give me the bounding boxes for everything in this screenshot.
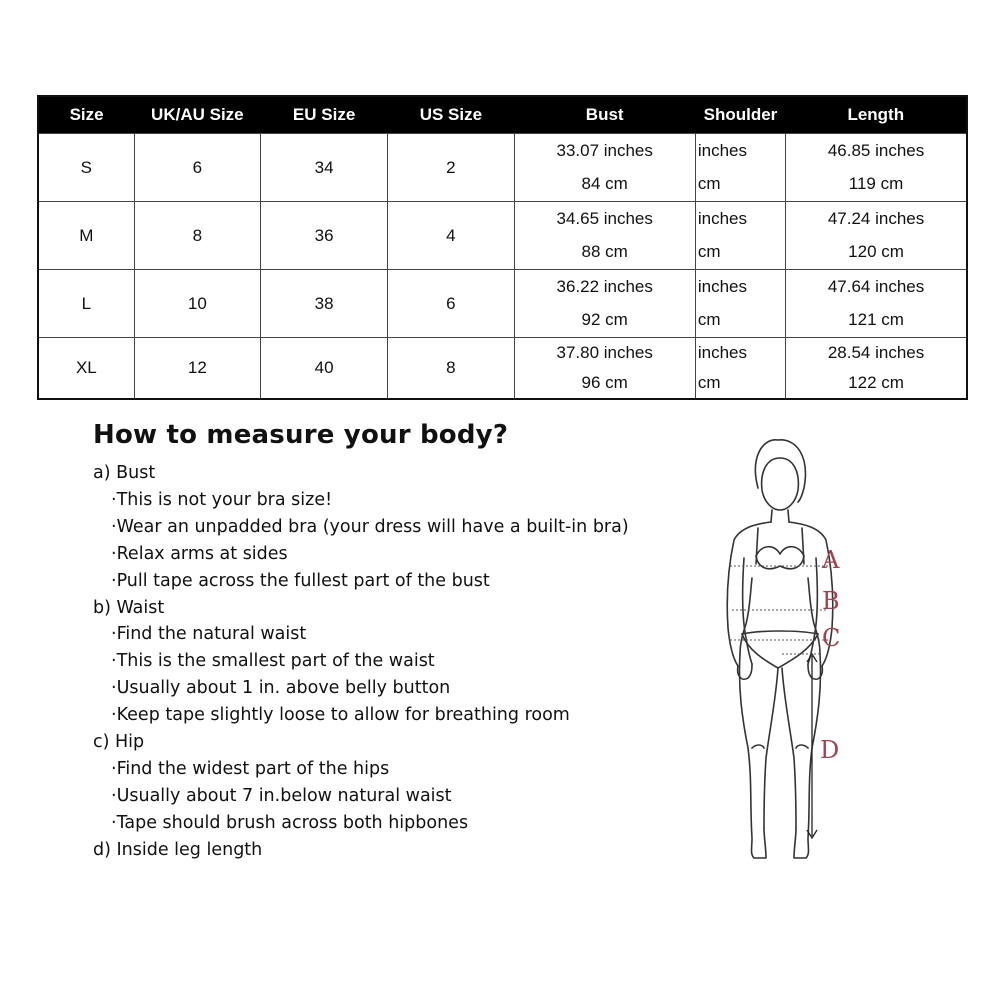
bust-inches: 36.22 inches [556,276,653,296]
cell-shoulder [695,134,785,202]
cell-length [786,202,967,270]
cell-uk: 12 [134,338,260,400]
list-item: ·Tape should brush across both hipbones [111,812,469,833]
cell-eu: 40 [260,338,387,400]
list-item: ·Usually about 1 in. above belly button [111,678,451,699]
shoulder-cm: cm [697,373,721,392]
table-row [38,134,967,202]
cell-us: 4 [388,202,514,270]
cell-size: L [38,270,134,338]
shoulder-cm: cm [697,310,721,330]
header-shoulder: Shoulder [695,96,785,134]
cell-length [786,134,967,202]
cell-bust [514,270,695,338]
cell-uk: 10 [134,270,260,338]
bust-cm: 84 cm [581,174,628,194]
section-label-bust: a) Bust [93,463,156,483]
shoulder-inches: inches [697,208,748,228]
bust-cm: 88 cm [581,242,628,262]
cell-size: XL [38,338,134,400]
shoulder-inches: inches [697,343,748,362]
table-header-row [38,96,967,134]
length-inches: 47.24 inches [827,208,925,228]
list-item: ·Keep tape slightly loose to allow for breathing room [111,705,570,726]
cell-shoulder [695,202,785,270]
cell-us: 6 [388,270,514,338]
bust-inches: 34.65 inches [556,208,653,228]
list-item: ·Find the natural waist [111,624,307,645]
cell-size: S [38,134,134,202]
cell-uk: 8 [134,202,260,270]
table-row [38,338,967,400]
shoulder-inches: inches [697,140,748,160]
length-cm: 121 cm [848,310,904,330]
cell-uk: 6 [134,134,260,202]
table-row [38,202,967,270]
cell-us: 8 [388,338,514,400]
shoulder-inches: inches [697,276,748,296]
size-chart-table [37,95,968,400]
table-row [38,270,967,338]
list-item: ·This is the smallest part of the waist [111,651,435,672]
list-item: ·Pull tape across the fullest part of the bust [111,570,490,591]
list-item: ·Relax arms at sides [111,543,288,564]
section-label-waist: b) Waist [93,597,165,618]
cell-bust [514,134,695,202]
header-us-size: US Size [388,96,514,134]
section-label-hip: c) Hip [93,732,145,753]
marker-b: B [822,587,840,615]
cell-eu: 38 [260,270,387,338]
list-item: ·Usually about 7 in.below natural waist [111,785,452,806]
list-item: ·Wear an unpadded bra (your dress will have a built-in bra) [111,516,629,537]
guide-title: How to measure your body? [93,420,509,450]
cell-bust [514,338,695,400]
cell-shoulder [695,270,785,338]
shoulder-cm: cm [697,242,721,262]
cell-size: M [38,202,134,270]
length-inches: 28.54 inches [827,343,925,362]
length-cm: 122 cm [848,373,904,392]
header-length: Length [786,96,967,134]
length-inches: 46.85 inches [827,140,925,160]
bust-inches: 33.07 inches [556,140,653,160]
cell-eu: 34 [260,134,387,202]
list-item: ·Find the widest part of the hips [111,758,390,779]
header-bust: Bust [514,96,695,134]
bust-inches: 37.80 inches [556,343,653,362]
header-eu-size: EU Size [260,96,387,134]
length-cm: 119 cm [848,174,904,194]
length-inches: 47.64 inches [827,276,925,296]
bust-cm: 96 cm [581,373,628,392]
cell-length [786,270,967,338]
measurement-guide [93,420,713,864]
marker-d: D [820,736,840,764]
section-label-inside-leg: d) Inside leg length [93,839,263,860]
body-measurement-figure [700,428,880,878]
cell-shoulder [695,338,785,400]
cell-bust [514,202,695,270]
cell-eu: 36 [260,202,387,270]
shoulder-cm: cm [697,174,721,194]
cell-us: 2 [388,134,514,202]
header-uk-au-size: UK/AU Size [134,96,260,134]
marker-a: A [822,546,840,574]
list-item: ·This is not your bra size! [111,489,333,510]
marker-c: C [822,624,841,652]
cell-length [786,338,967,400]
bust-cm: 92 cm [581,310,628,330]
header-size: Size [38,96,134,134]
length-cm: 120 cm [848,242,904,262]
body-outline-illustration [700,428,880,878]
